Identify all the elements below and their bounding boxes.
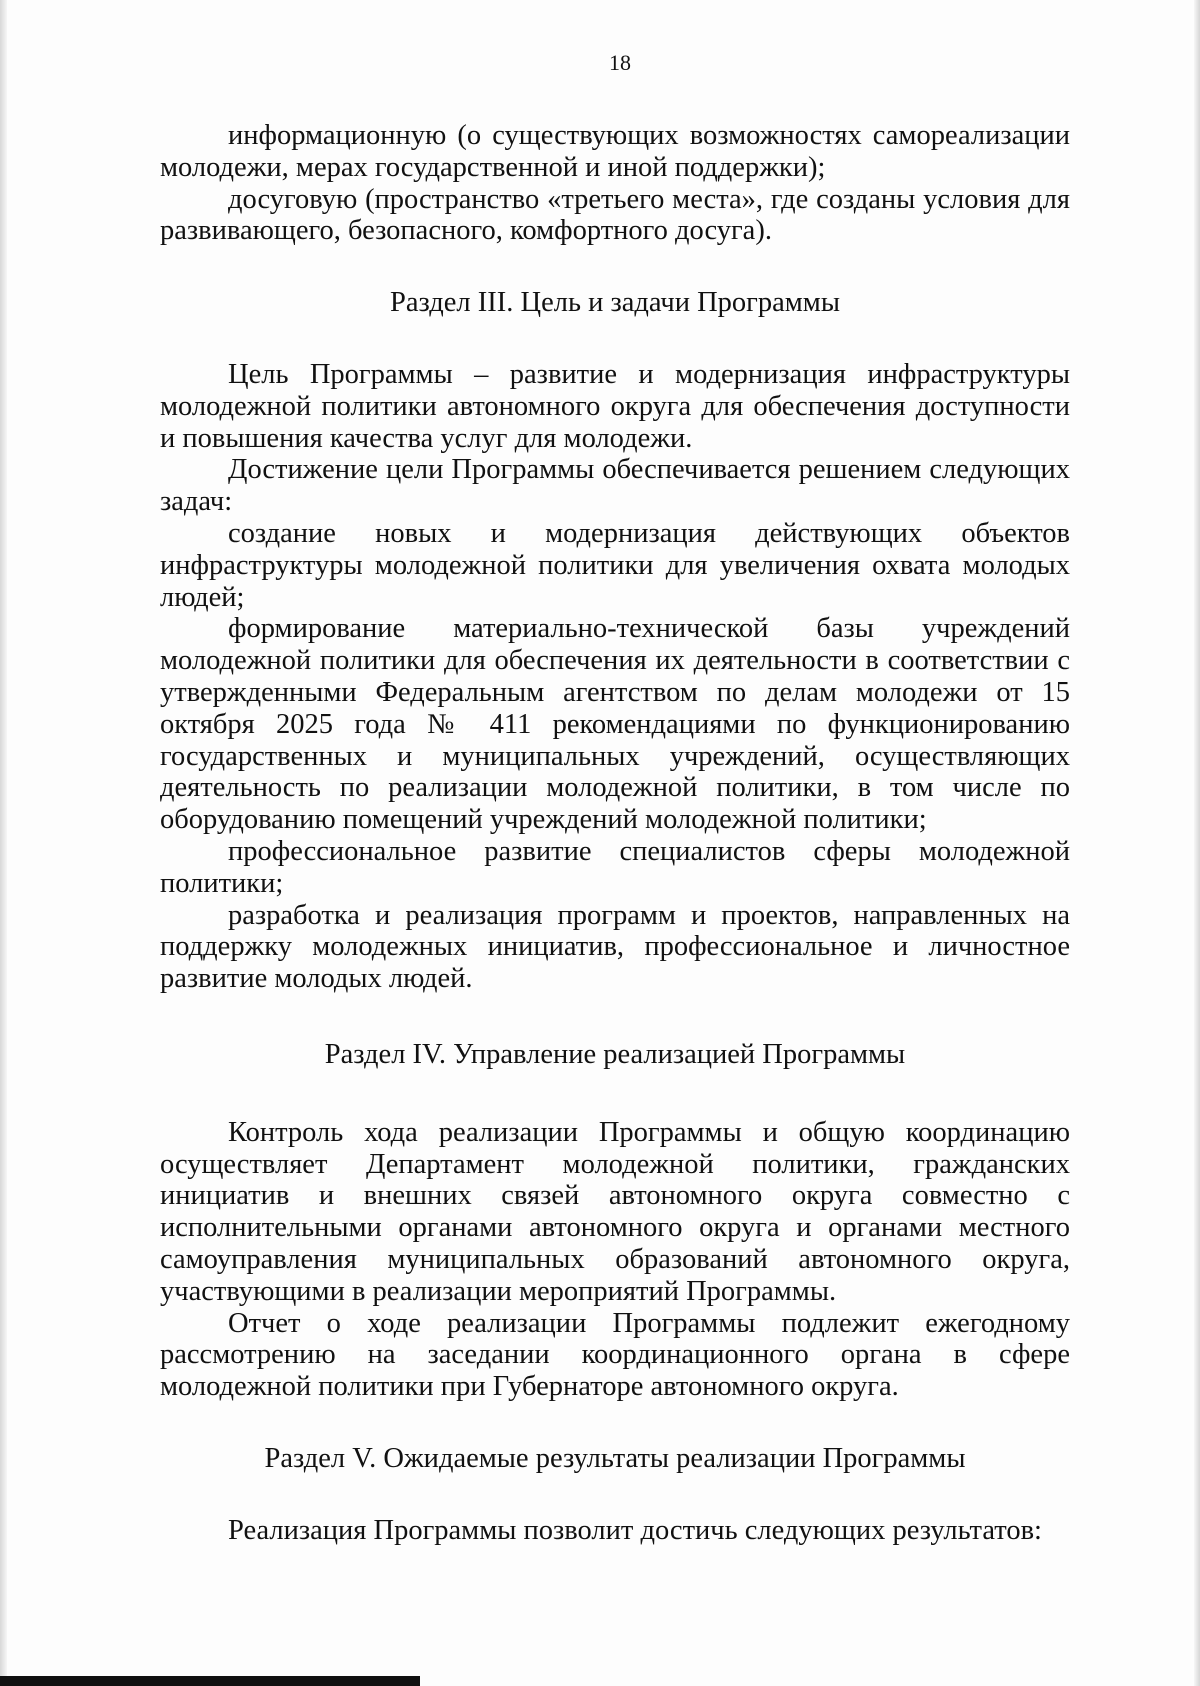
paragraph: создание новых и модернизация действующих объектов инфраструктуры молодежной политики для увеличения охвата молодых людей;: [160, 517, 1070, 613]
scan-edge-bottom: [0, 1676, 420, 1686]
paragraph: Отчет о ходе реализации Программы подлежит ежегодному рассмотрению на заседании координационного органа в сфере молодежной политики при Губернаторе автономного округа.: [160, 1307, 1070, 1403]
paragraph: Контроль хода реализации Программы и общую координацию осуществляет Департамент молодежной политики, гражданских инициатив и внешних связей автономного округа совместно с исполнительными органами автономного округа и органами местного самоуправления муниципальных образований автономного округа, участвующими в реализации мероприятий Программы.: [160, 1116, 1070, 1307]
paragraph: Достижение цели Программы обеспечивается решением следующих задач:: [160, 454, 1070, 518]
section-heading: Раздел V. Ожидаемые результаты реализации Программы: [264, 1442, 966, 1474]
paragraph: Цель Программы – развитие и модернизация инфраструктуры молодежной политики автономного округа для обеспечения доступности и повышения качества услуг для молодежи.: [160, 358, 1070, 454]
section-heading: Раздел IV. Управление реализацией Программы: [324, 1038, 906, 1070]
paragraph: информационную (о существующих возможностях самореализации молодежи, мерах государственной и иной поддержки);: [160, 120, 1070, 183]
paragraph: профессиональное развитие специалистов сферы молодежной политики;: [160, 835, 1070, 899]
paragraph: разработка и реализация программ и проектов, направленных на поддержку молодежных инициатив, профессиональное и личностное развитие молодых людей.: [160, 899, 1070, 995]
paragraph: формирование материально-технической базы учреждений молодежной политики для обеспечения их деятельности в соответствии с утвержденными Федеральным агентством по делам молодежи от 15 октября 2025 года № 411 рекомендациями по функционированию государственных и муниципальных учреждений, осуществляющих деятельность по реализации молодежной политики, в том числе по оборудованию помещений учреждений молодежной политики;: [160, 613, 1070, 836]
document-body: [160, 120, 1070, 1546]
section-heading: Раздел III. Цель и задачи Программы: [390, 287, 840, 319]
paragraph: Реализация Программы позволит достичь следующих результатов:: [228, 1514, 1042, 1546]
scan-edge-left: [0, 0, 7, 1686]
paragraph: досуговую (пространство «третьего места», где созданы условия для развивающего, безопасного, комфортного досуга).: [160, 183, 1070, 247]
page-number: 18: [609, 50, 631, 75]
scan-edge-right: [1194, 0, 1200, 1686]
